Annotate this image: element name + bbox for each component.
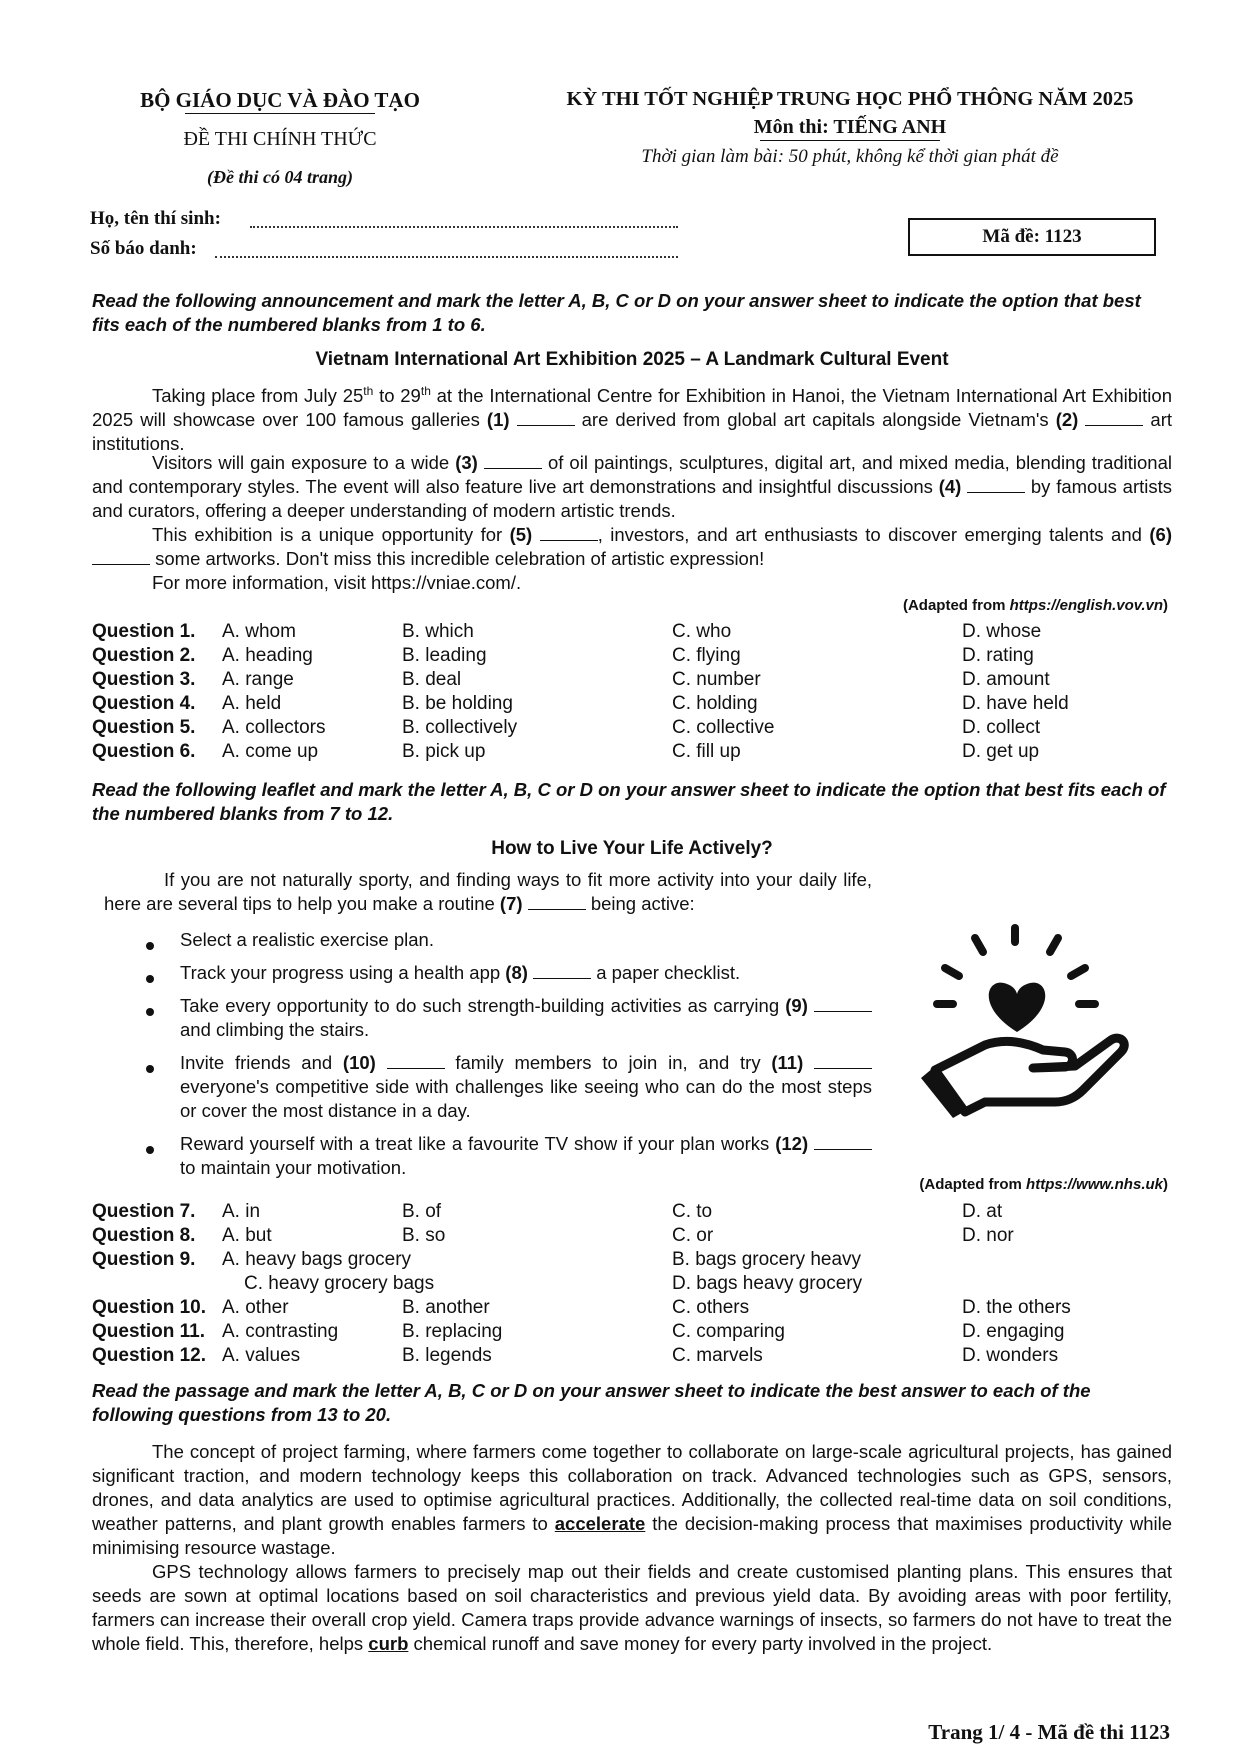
question-label: Question 8.	[92, 1225, 196, 1246]
option-c[interactable]: C. to	[672, 1201, 713, 1222]
section1-source: (Adapted from https://english.vov.vn)	[902, 597, 1168, 614]
question-label: Question 2.	[92, 645, 196, 666]
candidate-id-label: Số báo danh:	[90, 238, 197, 259]
question-row	[92, 1224, 1192, 1248]
option-c[interactable]: C. comparing	[672, 1321, 785, 1342]
tip-5: Reward yourself with a treat like a favourite TV show if your plan works (12) to maintain your motivation.	[180, 1132, 872, 1180]
question-label: Question 6.	[92, 741, 196, 762]
bullet	[146, 942, 154, 950]
tip-4: Invite friends and (10) family members to join in, and try (11) everyone's competitive side with challenges like seeing who can do the most steps or cover the most distance in a day.	[180, 1052, 872, 1121]
question-row	[92, 716, 1192, 740]
option-a[interactable]: A. in	[222, 1201, 261, 1222]
question-row	[92, 692, 1192, 716]
section2-instruction: Read the following leaflet and mark the letter A, B, C or D on your answer sheet to indicate the option that best fits each of the numbered blanks from 7 to 12.	[92, 779, 1166, 824]
option-c[interactable]: C. flying	[672, 645, 741, 666]
question-label: Question 10.	[92, 1297, 207, 1318]
option-d[interactable]: D. rating	[962, 645, 1034, 666]
blank-1: (1)	[486, 409, 510, 431]
page-footer: Trang 1/ 4 - Mã đề thi 1123	[928, 1720, 1170, 1744]
question-label: Question 9.	[92, 1249, 196, 1270]
question-label: Question 12.	[92, 1345, 207, 1366]
option-c[interactable]: C. number	[672, 669, 761, 690]
question-label: Question 4.	[92, 693, 196, 714]
question-label: Question 7.	[92, 1201, 196, 1222]
option-a[interactable]: A. whom	[222, 621, 296, 642]
section3-instruction: Read the passage and mark the letter A, B, C or D on your answer sheet to indicate the best answer to each of the following questions from 13 to 20.	[92, 1380, 1091, 1425]
tip-2: Track your progress using a health app (8) a paper checklist.	[180, 962, 741, 983]
option-c[interactable]: C. who	[672, 621, 732, 642]
blank-6: (6)	[1149, 524, 1172, 545]
question-label: Question 5.	[92, 717, 196, 738]
exam-time: Thời gian làm bài: 50 phút, không kể thời gian phát đề	[641, 146, 1059, 167]
option-c[interactable]: C. heavy grocery bags	[244, 1273, 435, 1294]
question-label: Question 11.	[92, 1321, 205, 1342]
ministry-name: BỘ GIÁO DỤC VÀ ĐÀO TẠO	[140, 88, 420, 112]
option-d[interactable]: D. get up	[962, 741, 1040, 762]
blank-7: (7)	[499, 893, 523, 914]
option-a[interactable]: A. values	[222, 1345, 301, 1366]
option-d[interactable]: D. at	[962, 1201, 1003, 1222]
option-b[interactable]: B. of	[402, 1201, 442, 1222]
section1-instruction: Read the following announcement and mark the letter A, B, C or D on your answer sheet to indicate the option that best fits each of the numbered blanks from 1 to 6.	[92, 290, 1141, 335]
bullet	[146, 975, 154, 983]
exam-title: KỲ THI TỐT NGHIỆP TRUNG HỌC PHỔ THÔNG NĂM 2025	[566, 88, 1134, 110]
section1-paragraph-1: Taking place from July 25th to 29th at the International Centre for Exhibition in Hanoi, the Vietnam International Art Exhibition 2025 will showcase over 100 famous galleries (1) are derived from global art capitals alongside Vietnam's (2) art institutions.	[92, 384, 1173, 455]
section1-title: Vietnam International Art Exhibition 2025 – A Landmark Cultural Event	[315, 349, 949, 370]
page-count: (Đề thi có 04 trang)	[207, 167, 353, 187]
tip-1: Select a realistic exercise plan.	[180, 929, 434, 950]
option-b[interactable]: B. so	[402, 1225, 446, 1246]
option-b[interactable]: B. leading	[402, 645, 487, 666]
option-c[interactable]: C. or	[672, 1225, 714, 1246]
option-a[interactable]: A. other	[222, 1297, 289, 1318]
section2-source: (Adapted from https://www.nhs.uk)	[919, 1176, 1168, 1193]
blank-11: (11)	[771, 1052, 804, 1073]
header-underline	[185, 113, 375, 114]
blank-2: (2)	[1055, 409, 1079, 431]
blank-3: (3)	[455, 452, 478, 473]
option-d[interactable]: D. whose	[962, 621, 1042, 642]
option-d[interactable]: D. wonders	[962, 1345, 1059, 1366]
blank-9: (9)	[785, 995, 808, 1016]
option-d[interactable]: D. collect	[962, 717, 1041, 738]
option-b[interactable]: B. legends	[402, 1345, 492, 1366]
word-accelerate: accelerate	[554, 1513, 646, 1534]
section1-paragraph-4: For more information, visit https://vniae.com/.	[152, 572, 522, 593]
option-a[interactable]: A. come up	[222, 741, 319, 762]
option-c[interactable]: C. others	[672, 1297, 750, 1318]
option-b[interactable]: B. be holding	[402, 693, 513, 714]
question-label: Question 1.	[92, 621, 196, 642]
question-row	[92, 668, 1192, 692]
exam-code-box: Mã đề: 1123	[908, 218, 1156, 256]
bullet	[146, 1146, 154, 1154]
section2-questions	[92, 1200, 1192, 1368]
option-b[interactable]: B. which	[402, 621, 474, 642]
tip-3: Take every opportunity to do such strength-building activities as carrying (9) and climbing the stairs.	[180, 994, 872, 1042]
option-d[interactable]: D. nor	[962, 1225, 1014, 1246]
section3-paragraph-1: The concept of project farming, where farmers come together to collaborate on large-scale agricultural projects, has gained significant traction, and modern technology keeps this collaboration on track. Advanced technologies such as GPS, sensors, drones, and data analytics are used to optimise agricultural practices. Additionally, the collected real-time data on soil conditions, weather patterns, and plant growth enables farmers to accelerate the decision-making process that maximises productivity while minimising resource wastage.	[92, 1441, 1172, 1558]
option-a[interactable]: A. heavy bags grocery	[222, 1249, 412, 1270]
option-b[interactable]: B. pick up	[402, 741, 486, 762]
option-a[interactable]: A. held	[222, 693, 282, 714]
question-row	[92, 740, 1192, 764]
official-exam-label: ĐỀ THI CHÍNH THỨC	[183, 128, 377, 150]
option-d[interactable]: D. amount	[962, 669, 1050, 690]
option-c[interactable]: C. collective	[672, 717, 775, 738]
blank-8: (8)	[505, 962, 528, 983]
option-b[interactable]: B. replacing	[402, 1321, 503, 1342]
option-a[interactable]: A. collectors	[222, 717, 326, 738]
question-row	[92, 1320, 1192, 1344]
option-a[interactable]: A. contrasting	[222, 1321, 339, 1342]
question-label: Question 3.	[92, 669, 196, 690]
section3-paragraph-2: GPS technology allows farmers to precisely map out their fields and create customised planting plans. This ensures that seeds are sown at optimal locations based on soil characteristics and previous yield data. By avoiding areas with poor fertility, farmers can increase their overall crop yield. Camera traps provide advance warnings of insects, so farmers do not have to treat the whole field. This, therefore, helps curb chemical runoff and save money for every party involved in the project.	[92, 1561, 1172, 1654]
section2-intro: If you are not naturally sporty, and finding ways to fit more activity into your daily life, here are several tips to help you make a routine (7) being active:	[104, 869, 872, 914]
word-curb: curb	[368, 1633, 409, 1654]
option-b[interactable]: B. deal	[402, 669, 462, 690]
candidate-name-label: Họ, tên thí sinh:	[90, 208, 221, 229]
option-c[interactable]: C. fill up	[672, 741, 741, 762]
option-b[interactable]: B. another	[402, 1297, 490, 1318]
candidate-id-line[interactable]	[215, 256, 678, 258]
question-row	[92, 644, 1192, 668]
subject-underline	[760, 140, 940, 141]
option-d[interactable]: D. the others	[962, 1297, 1071, 1318]
option-b[interactable]: B. bags grocery heavy	[672, 1249, 862, 1270]
option-d[interactable]: D. have held	[962, 693, 1069, 714]
question-row	[92, 1248, 1192, 1272]
question-row	[92, 620, 1192, 644]
option-a[interactable]: A. range	[222, 669, 294, 690]
option-c[interactable]: C. marvels	[672, 1345, 763, 1366]
option-d[interactable]: D. engaging	[962, 1321, 1065, 1342]
question-row	[92, 1200, 1192, 1224]
blank-10: (10)	[342, 1052, 376, 1073]
bullet	[146, 1008, 154, 1016]
option-b[interactable]: B. collectively	[402, 717, 518, 738]
bullet	[146, 1065, 154, 1073]
section2-title: How to Live Your Life Actively?	[491, 838, 773, 859]
heart-in-hand-icon	[915, 920, 1130, 1120]
option-d[interactable]: D. bags heavy grocery	[672, 1273, 863, 1294]
subject: Môn thi: TIẾNG ANH	[753, 116, 947, 138]
question-row	[92, 1272, 1192, 1296]
section1-paragraph-2: Visitors will gain exposure to a wide (3) of oil paintings, sculptures, digital art, and mixed media, blending traditional and contemporary styles. The event will also feature live art demonstrations and insightful discussions (4) by famous artists and curators, offering a deeper understanding of modern artistic trends.	[92, 452, 1172, 521]
option-c[interactable]: C. holding	[672, 693, 758, 714]
section1-questions	[92, 620, 1192, 764]
option-a[interactable]: A. but	[222, 1225, 272, 1246]
question-row	[92, 1296, 1192, 1320]
question-row	[92, 1344, 1192, 1368]
option-a[interactable]: A. heading	[222, 645, 313, 666]
blank-4: (4)	[938, 476, 962, 497]
section1-paragraph-3: This exhibition is a unique opportunity for (5) , investors, and art enthusiasts to discover emerging talents and (6) some artworks. Don't miss this incredible celebration of artistic expression!	[92, 523, 1172, 571]
blank-5: (5)	[509, 524, 533, 545]
candidate-name-line[interactable]	[250, 226, 678, 228]
blank-12: (12)	[775, 1133, 809, 1154]
